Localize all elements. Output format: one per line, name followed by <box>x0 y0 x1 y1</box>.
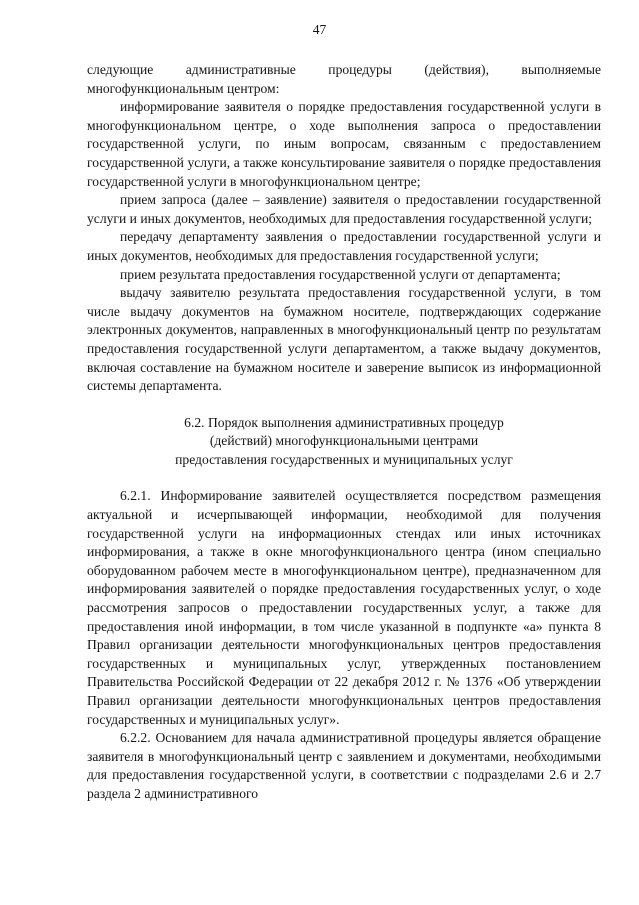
list-item-receiving-result: прием результата предоставления государственной услуги от департамента; <box>120 266 561 282</box>
intro-line-1: следующие административные процедуры (действия), выполняемые <box>87 62 601 77</box>
list-item-receiving-request: прием запроса (далее – заявление) заявителя о предоставлении государственной услуги и иных документов, необходимых для предоставления государственной услуги; <box>87 192 601 226</box>
list-item-issuing-result: выдачу заявителю результата предоставления государственной услуги, в том числе выдачу документов на бумажном носителе, подтверждающих содержание электронных документов, направленных в многофункциональный центр по результатам предоставления государственной услуги департаментом, а также выдачу документов, включая составление на бумажном носителе и заверение выписок из информационной системы департамента. <box>87 285 601 394</box>
paragraph-6-2-2: 6.2.2. Основанием для начала административной процедуры является обращение заявителя в многофункциональный центр с заявлением и документами, необходимыми для предоставления государственной услуги, в соответствии с подразделами 2.6 и 2.7 раздела 2 административного <box>87 730 601 801</box>
list-item-informing: информирование заявителя о порядке предоставления государственной услуги в многофункциональном центре, о ходе выполнения запроса о предоставлении государственной услуги, по иным вопросам, связанным с предоставлением государственной услуги, а также консультирование заявителя о порядке предоставления государственной услуги в многофункциональном центре; <box>87 99 601 189</box>
section-heading <box>87 414 601 470</box>
paragraph-6-2-1: 6.2.1. Информирование заявителей осуществляется посредством размещения актуальной и исчерпывающей информации, необходимой для получения государственной услуги на информационных стендах или иных источниках информирования, а также в окне многофункционального центра (ином специально оборудованном рабочем месте в многофункциональном центре), предназначенном для информирования заявителей о порядке предоставления государственных услуг, о ходе рассмотрения запросов о предоставлении государственных услуг, а также для предоставления иной информации, в том числе указанной в подпункте «а» пункта 8 Правил организации деятельности многофункциональных центров предоставления государственных и муниципальных услуг, утвержденных постановлением Правительства Российской Федерации от 22 декабря 2012 г. № 1376 «Об утверждении Правил организации деятельности многофункциональных центров предоставления государственных и муниципальных услуг». <box>87 488 601 727</box>
page-number: 47 <box>312 22 327 37</box>
section-heading-line-2: (действий) многофункциональными центрами <box>209 433 479 449</box>
document-body <box>87 61 601 804</box>
section-heading-line-3: предоставления государственных и муниципальных услуг <box>175 451 513 467</box>
list-item-transfer-to-department: передачу департаменту заявления о предоставлении государственной услуги и иных документов, необходимых для предоставления государственной услуги; <box>87 229 601 263</box>
section-heading-line-1: 6.2. Порядок выполнения административных процедур <box>184 414 504 430</box>
intro-line-2: многофункциональным центром: <box>87 80 280 96</box>
